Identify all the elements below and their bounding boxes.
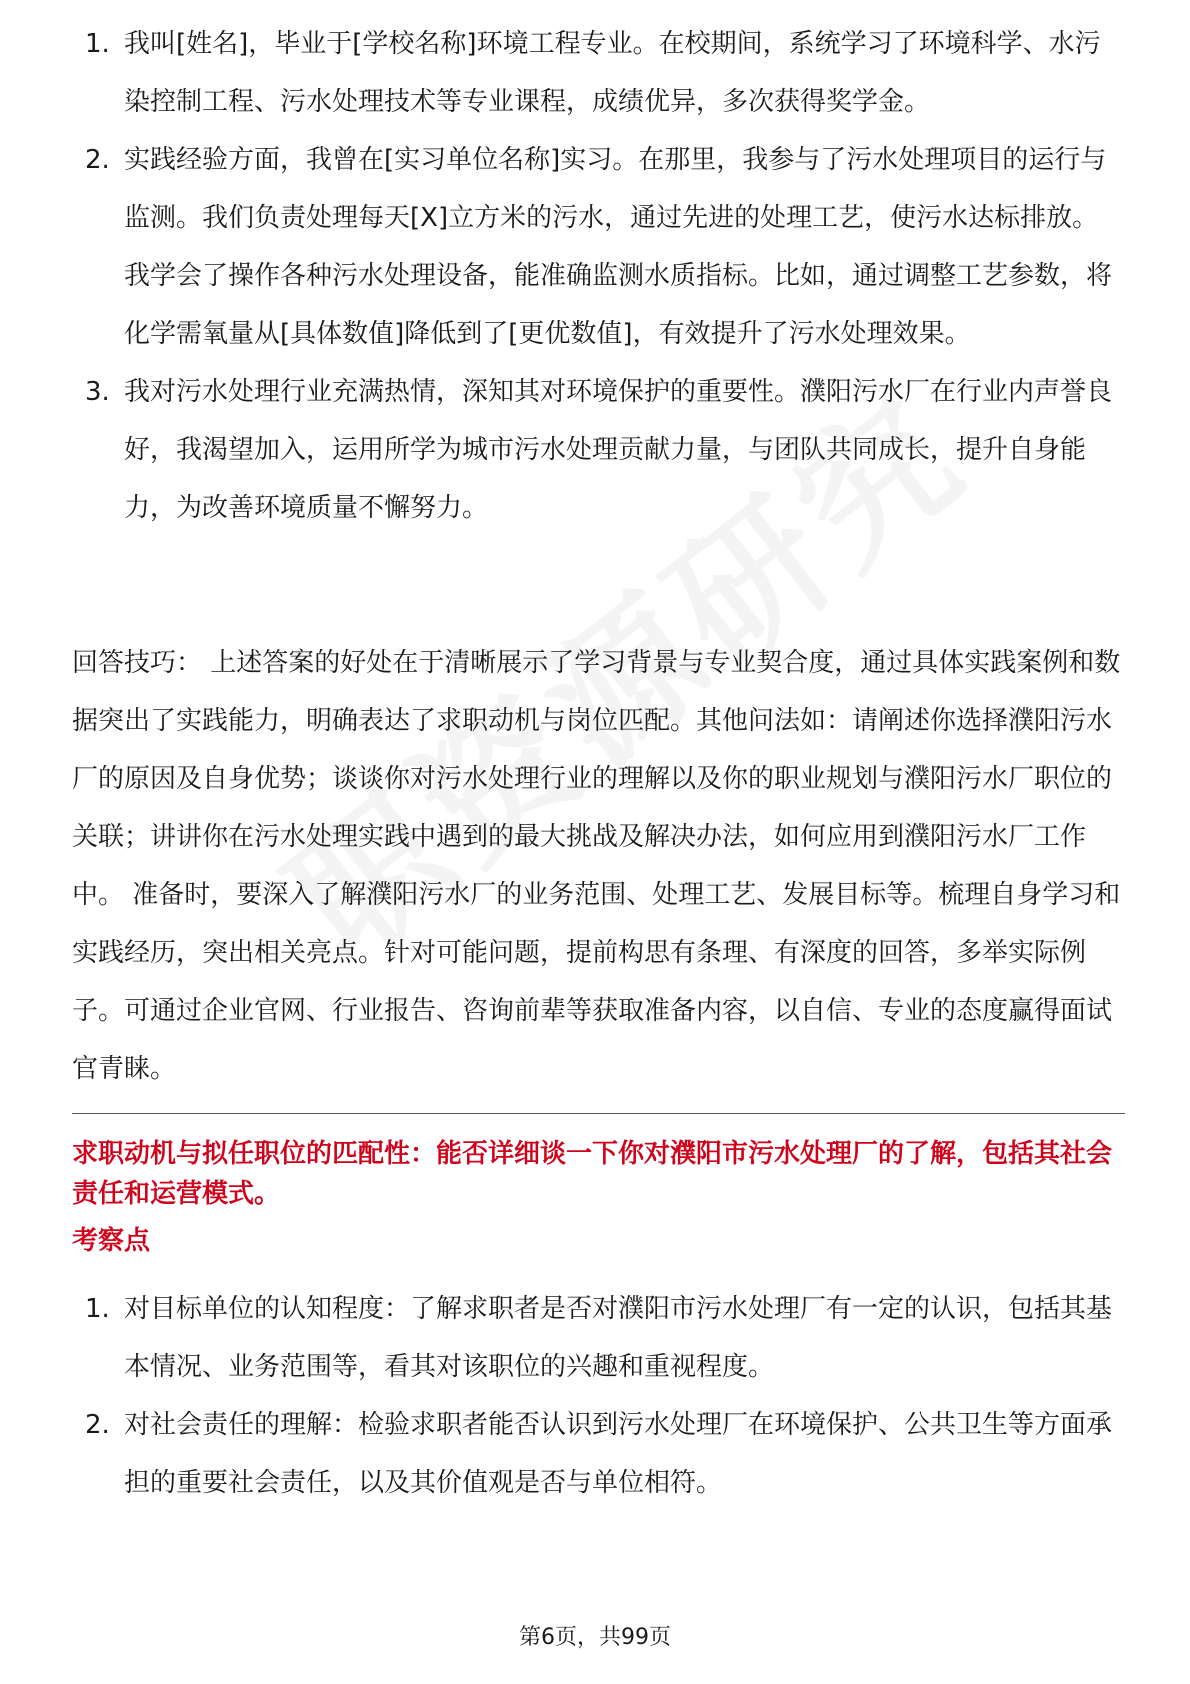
list-item bbox=[0, 131, 1114, 363]
list-item bbox=[0, 363, 1114, 537]
list-text: 我对污水处理行业充满热情，深知其对环境保护的重要性。濮阳污水厂在行业内声誉良好，我渴望加入，运用所学为城市污水处理贡献力量，与团队共同成长，提升自身能力，为改善环境质量不懈努力。 bbox=[124, 377, 1113, 523]
answer-list bbox=[0, 15, 1190, 537]
list-item bbox=[0, 15, 1114, 131]
list-text: 实践经验方面，我曾在[实习单位名称]实习。在那里，我参与了污水处理项目的运行与监测。我们负责处理每天[X]立方米的污水，通过先进的处理工艺，使污水达标排放。我学会了操作各种污水处理设备，能准确监测水质指标。比如，通过调整工艺参数，将化学需氧量从[具体数值]降低到了[更优数值]，有效提升了污水处理效果。 bbox=[124, 145, 1113, 349]
assessment-points-list bbox=[0, 1280, 1190, 1512]
list-text: 对社会责任的理解：检验求职者能否认识到污水处理厂在环境保护、公共卫生等方面承担的重要社会责任，以及其价值观是否与单位相符。 bbox=[124, 1410, 1113, 1498]
section-divider bbox=[72, 1113, 1125, 1114]
list-text: 我叫[姓名]，毕业于[学校名称]环境工程专业。在校期间，系统学习了环境科学、水污染控制工程、污水处理技术等专业课程，成绩优异，多次获得奖学金。 bbox=[124, 29, 1101, 117]
page-number: 第6页，共99页 bbox=[519, 1625, 671, 1650]
list-number: 1. bbox=[85, 1294, 110, 1324]
list-number: 3. bbox=[85, 377, 110, 407]
list-item bbox=[0, 1280, 1114, 1396]
answer-tips: 回答技巧： 上述答案的好处在于清晰展示了学习背景与专业契合度，通过具体实践案例和数据突出了实践能力，明确表达了求职动机与岗位匹配。其他问法如：请阐述你选择濮阳污水厂的原因及自身优势；谈谈你对污水处理行业的理解以及你的职业规划与濮阳污水厂职位的关联；讲讲你在污水处理实践中遇到的最大挑战及解决办法，如何应用到濮阳污水厂工作中。 准备时，要深入了解濮阳污水厂的业务范围、处理工艺、发展目标等。梳理自身学习和实践经历，突出相关亮点。针对可能问题，提前构思有条理、有深度的回答，多举实际例子。可通过企业官网、行业报告、咨询前辈等获取准备内容，以自信、专业的态度赢得面试官青睐。 bbox=[72, 648, 1121, 1084]
list-number: 2. bbox=[85, 1410, 110, 1440]
list-number: 1. bbox=[85, 29, 110, 59]
list-number: 2. bbox=[85, 145, 110, 175]
list-item bbox=[0, 1396, 1114, 1512]
question-title: 求职动机与拟任职位的匹配性：能否详细谈一下你对濮阳市污水处理厂的了解，包括其社会责任和运营模式。 bbox=[72, 1139, 1113, 1209]
list-text: 对目标单位的认知程度：了解求职者是否对濮阳市污水处理厂有一定的认识，包括其基本情况、业务范围等，看其对该职位的兴趣和重视程度。 bbox=[124, 1294, 1113, 1382]
section-label: 考察点 bbox=[72, 1226, 151, 1256]
